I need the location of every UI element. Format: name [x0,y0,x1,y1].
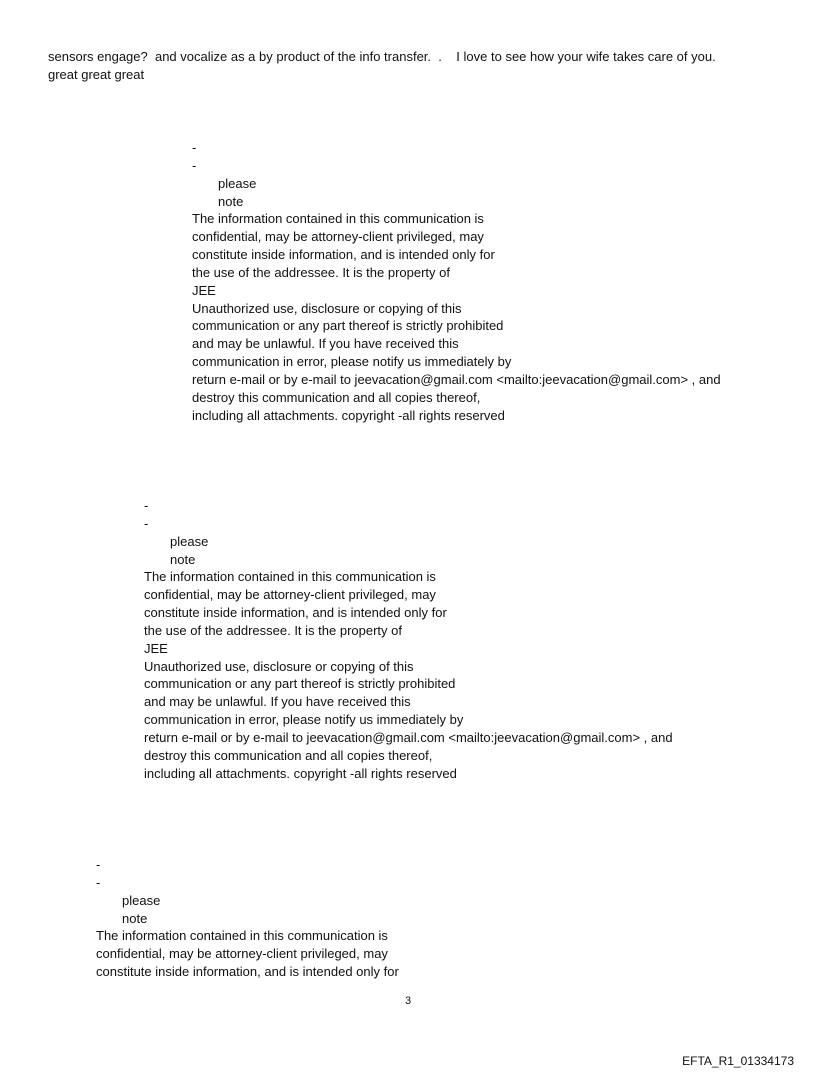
disclaimer-line: including all attachments. copyright -all rights reserved [192,407,505,423]
intro-line-2: great great great [48,66,145,82]
disclaimer-line: constitute inside information, and is intended only for [144,604,447,620]
disclaimer-line: destroy this communication and all copies thereof, [192,390,481,406]
disclaimer-line: constitute inside information, and is intended only for [192,246,495,262]
disclaimer-line: JEE [144,640,168,656]
disclaimer-line: return e-mail or by e-mail to jeevacation@gmail.com <mailto:jeevacation@gmail.com> , and [144,730,673,746]
disclaimer-line: communication or any part thereof is strictly prohibited [144,676,456,692]
intro-text [48,48,716,84]
disclaimer-line: confidential, may be attorney-client privileged, may [144,586,436,602]
disclaimer-line: confidential, may be attorney-client privileged, may [192,228,484,244]
separator-dash: -- [96,857,101,890]
disclaimer-line: destroy this communication and all copies thereof, [144,748,433,764]
disclaimer-line: the use of the addressee. It is the property of [192,264,450,280]
page-number: 3 [404,995,412,1007]
disclaimer-line: Unauthorized use, disclosure or copying of this [144,658,414,674]
disclaimer-line: communication in error, please notify us immediately by [144,712,464,728]
disclaimer-line: and may be unlawful. If you have received this [144,694,411,710]
please-note-heading: please note [122,893,161,926]
disclaimer-line: The information contained in this communication is [192,211,484,226]
disclaimer-line: The information contained in this communication is [96,928,388,943]
disclaimer-line: including all attachments. copyright -all rights reserved [144,765,457,781]
disclaimer-line: The information contained in this communication is [144,569,436,584]
document-id: EFTA_R1_01334173 [682,1054,794,1068]
please-note-heading: please note [218,176,257,209]
separator-dash: -- [192,140,197,173]
disclaimer-line: JEE [192,282,216,298]
intro-line-1: sensors engage? and vocalize as a by product of the info transfer. . I love to see how your wife takes care of you. [48,49,716,64]
disclaimer-line: constitute inside information, and is intended only for [96,963,399,979]
disclaimer-body [144,568,673,783]
separator-dash: -- [144,498,149,531]
disclaimer-line: the use of the addressee. It is the property of [144,622,402,638]
disclaimer-line: communication in error, please notify us immediately by [192,354,512,370]
please-note-heading: please note [170,534,209,567]
disclaimer-line: Unauthorized use, disclosure or copying of this [192,300,462,316]
disclaimer-body [192,210,721,425]
disclaimer-line: communication or any part thereof is strictly prohibited [192,318,504,334]
disclaimer-line: return e-mail or by e-mail to jeevacation@gmail.com <mailto:jeevacation@gmail.com> , and [192,372,721,388]
disclaimer-body [96,927,399,981]
disclaimer-line: confidential, may be attorney-client privileged, may [96,945,388,961]
disclaimer-line: and may be unlawful. If you have received this [192,336,459,352]
